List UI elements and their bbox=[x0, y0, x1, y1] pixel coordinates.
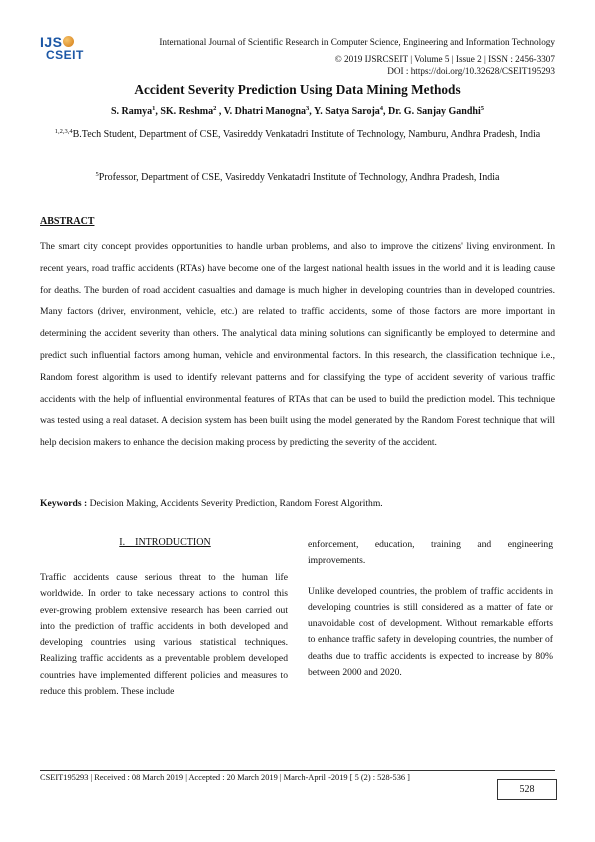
doi-line: DOI : https://doi.org/10.32628/CSEIT195293 bbox=[387, 66, 555, 76]
author-sup: 2 bbox=[213, 105, 217, 112]
affiliation-sup: 5 bbox=[95, 171, 99, 178]
globe-icon bbox=[63, 36, 74, 47]
affiliation-2 bbox=[40, 172, 555, 183]
paragraph: Traffic accidents cause serious threat to the human life worldwide. In order to take necessary actions to control this ever-growing problem extensive research has been carried out into the prediction of traffic accidents in both developed and developing countries using various statistical techniques. Realizing traffic accidents as a preventable problem developed countries have implemented different policies and measures to reduce this problem. These include bbox=[40, 572, 288, 698]
keywords-text: Decision Making, Accidents Severity Prediction, Random Forest Algorithm. bbox=[89, 498, 383, 509]
keywords-line bbox=[40, 498, 383, 509]
logo-text-top: IJS bbox=[40, 34, 63, 50]
author-name: SK. Reshma bbox=[160, 106, 214, 117]
paragraph: Unlike developed countries, the problem of traffic accidents in developing countries is still considered as a matter of fate or unavoidable cost of development. Without remarkable efforts to enhance traffic safety in developing countries, the number of deaths due to traffic accidents is expected to increase by 80% between 2000 and 2020. bbox=[308, 585, 553, 679]
footer-divider bbox=[40, 770, 555, 771]
abstract-text: The smart city concept provides opportunities to handle urban problems, and also to improve the citizens' living environment. In recent years, road traffic accidents (RTAs) have become one of the largest national health issues in the world and it is leading cause for deaths. The burden of road accident casualties and damage is much higher in developing countries than in developed countries. Many factors (driver, environment, vehicle, etc.) are related to traffic accidents, some of those factors are more important in determining the accident severity than others. The analytical data mining solutions can significantly be employed to determine and predict such influential factors among human, vehicle and environmental factors. In this research, the classification technique i.e., Random forest algorithm is used to identify relevant patterns and for classifying the type of accident severity of various traffic accidents with the help of influential environmental features of RTAs that can be used to build the prediction model. This technique was tested using a real dataset. A decision system has been built using the model generated by the Random Forest technique that will help decision makers to enhance the decision making process by predicting the severity of the accident. bbox=[40, 241, 555, 449]
author-sup: 5 bbox=[480, 105, 485, 112]
left-column bbox=[40, 570, 288, 700]
keywords-label: Keywords : bbox=[40, 498, 88, 509]
journal-name: International Journal of Scientific Research in Computer Science, Engineering and Information Technology bbox=[159, 37, 555, 47]
author-name: Y. Satya Saroja bbox=[313, 106, 380, 117]
footer-text: CSEIT195293 | Received : 08 March 2019 | Accepted : 20 March 2019 | March-April -2019 [ 5 (2) : 528-536 ] bbox=[40, 773, 410, 782]
paragraph: enforcement, education, training and engineering improvements. bbox=[308, 539, 553, 567]
affiliation-sup: 1,2,3,4 bbox=[54, 128, 73, 135]
right-column bbox=[308, 537, 553, 695]
author-sup: 4 bbox=[379, 105, 384, 112]
section-heading: I. INTRODUCTION bbox=[119, 537, 211, 548]
copyright-line: © 2019 IJSRCSEIT | Volume 5 | Issue 2 | ISSN : 2456-3307 bbox=[334, 54, 555, 64]
journal-logo bbox=[38, 34, 88, 64]
paper-title: Accident Severity Prediction Using Data Mining Methods bbox=[134, 82, 461, 97]
affiliation-text: B.Tech Student, Department of CSE, Vasireddy Venkatadri Institute of Technology, Namburu, Andhra Pradesh, India bbox=[72, 129, 541, 140]
affiliation-1 bbox=[40, 124, 555, 146]
author-name: Dr. G. Sanjay Gandhi bbox=[388, 106, 481, 117]
affiliation-text: Professor, Department of CSE, Vasireddy Venkatadri Institute of Technology, Andhra Pradesh, India bbox=[98, 172, 500, 183]
abstract-heading: ABSTRACT bbox=[40, 216, 95, 227]
author-sup: 1 bbox=[152, 105, 156, 112]
author-sup: 3 bbox=[306, 105, 310, 112]
author-list: S. Ramya$^1$, SK. Reshma$^2$ , V. Dhatri Manogna$^3$, Y. Satya Saroja$^4$, Dr. G. Sanjay Gandhi$^5$ bbox=[110, 105, 485, 117]
author-name: V. Dhatri Manogna bbox=[223, 106, 307, 117]
page-number: 528 bbox=[497, 779, 557, 800]
logo-text-bottom: CSEIT bbox=[46, 48, 84, 62]
author-name: S. Ramya bbox=[110, 106, 153, 117]
